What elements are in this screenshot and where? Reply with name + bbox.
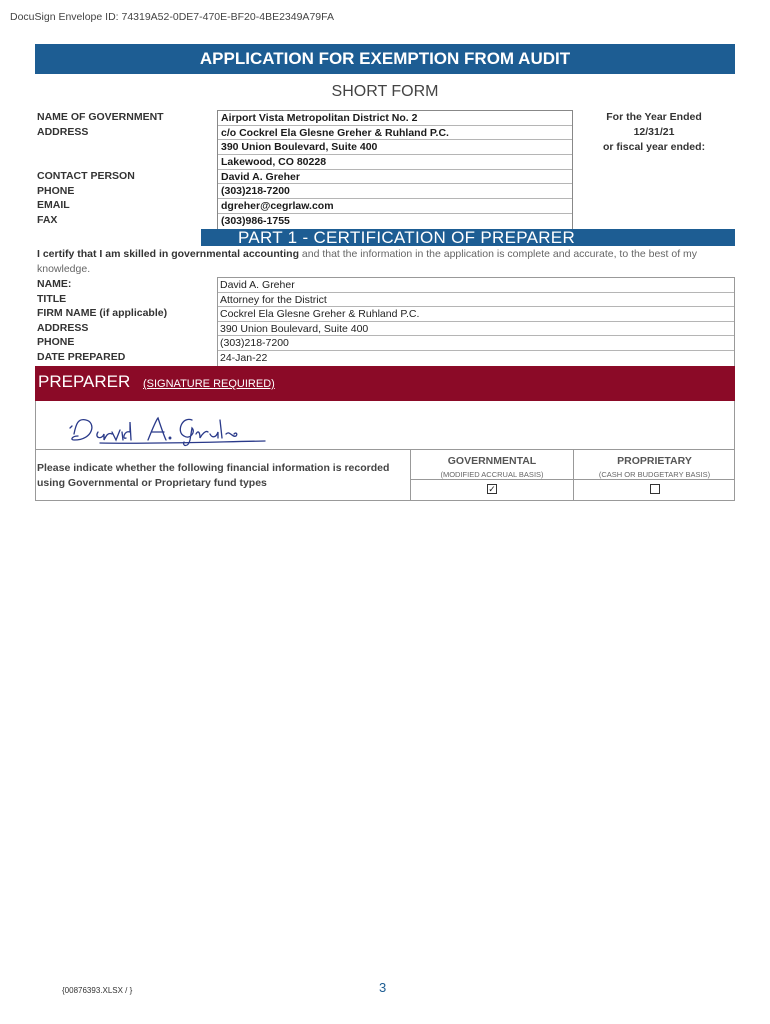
phone-value[interactable]: (303)218-7200 (218, 184, 572, 199)
label-contact-person: CONTACT PERSON (37, 169, 135, 182)
proprietary-basis: (CASH OR BUDGETARY BASIS) (598, 470, 711, 479)
government-name-value[interactable]: Airport Vista Metropolitan District No. 2 (218, 111, 572, 126)
governmental-column (410, 450, 573, 501)
part1-bar-gap (35, 229, 201, 246)
proprietary-column (573, 450, 735, 501)
form-subtitle: SHORT FORM (331, 83, 439, 100)
label-preparer-address: ADDRESS (37, 321, 89, 334)
preparer-title-value[interactable]: Attorney for the District (218, 293, 734, 308)
page-number: 3 (379, 980, 387, 995)
preparer-labels (37, 277, 167, 365)
certification-rest: and that the information in the application is complete and accurate, to the best of my knowledge. (37, 248, 698, 275)
proprietary-checkbox[interactable] (650, 484, 660, 494)
governmental-checkbox[interactable]: ✓ (488, 484, 496, 494)
form-title: APPLICATION FOR EXEMPTION FROM AUDIT (35, 44, 735, 74)
label-phone: PHONE (37, 184, 75, 197)
label-address: ADDRESS (37, 125, 89, 138)
proprietary-heading: PROPRIETARY (617, 455, 692, 467)
handwritten-signature (60, 410, 270, 450)
label-firm-name: FIRM NAME (if applicable) (37, 307, 168, 320)
label-email: EMAIL (37, 199, 70, 212)
signature-required-note: (SIGNATURE REQUIRED) (143, 378, 275, 390)
governmental-divider (411, 479, 573, 480)
fiscal-year-label: or fiscal year ended: (602, 141, 706, 153)
address-line-1[interactable]: c/o Cockrel Ela Glesne Greher & Ruhland P.C. (218, 126, 572, 141)
government-info-box (217, 110, 573, 230)
address-line-3[interactable]: Lakewood, CO 80228 (218, 155, 572, 170)
part1-bar (35, 229, 735, 246)
label-preparer-title: TITLE (37, 292, 67, 305)
preparer-info-box (217, 277, 735, 367)
fiscal-year-block (573, 110, 735, 155)
label-preparer-name: NAME: (37, 278, 72, 290)
label-date-prepared: DATE PREPARED (37, 350, 126, 363)
email-value[interactable]: dgreher@cegrlaw.com (218, 199, 572, 214)
preparer-name-value[interactable]: David A. Greher (218, 278, 734, 293)
envelope-id: DocuSign Envelope ID: 74319A52-0DE7-470E-BF20-4BE2349A79FA (10, 11, 334, 23)
certification-statement (37, 247, 737, 276)
label-fax: FAX (37, 213, 58, 226)
year-ended-label: For the Year Ended (606, 111, 702, 123)
label-government-name: NAME OF GOVERNMENT (37, 111, 164, 123)
governmental-heading: GOVERNMENTAL (447, 455, 537, 467)
address-line-2[interactable]: 390 Union Boulevard, Suite 400 (218, 140, 572, 155)
preparer-address-value[interactable]: 390 Union Boulevard, Suite 400 (218, 322, 734, 337)
certification-bold: I certify that I am skilled in governmental accounting (37, 248, 299, 260)
part1-title: PART 1 - CERTIFICATION OF PREPARER (238, 228, 576, 247)
preparer-phone-value[interactable]: (303)218-7200 (218, 336, 734, 351)
year-ended-date[interactable]: 12/31/21 (633, 126, 675, 138)
proprietary-divider (574, 479, 735, 480)
firm-name-value[interactable]: Cockrel Ela Glesne Greher & Ruhland P.C. (218, 307, 734, 322)
label-preparer-phone: PHONE (37, 336, 75, 349)
preparer-heading: PREPARER (38, 372, 131, 391)
footer-file-code: {00876393.XLSX / } (62, 986, 133, 995)
governmental-basis: (MODIFIED ACCRUAL BASIS) (440, 470, 544, 479)
preparer-signature-bar (35, 366, 735, 401)
fund-type-question: Please indicate whether the following financial information is recorded using Governmental or Proprietary fund types (37, 462, 390, 489)
date-prepared-value[interactable]: 24-Jan-22 (220, 351, 268, 364)
fax-value[interactable]: (303)986-1755 (221, 214, 290, 227)
contact-person-value[interactable]: David A. Greher (218, 170, 572, 185)
